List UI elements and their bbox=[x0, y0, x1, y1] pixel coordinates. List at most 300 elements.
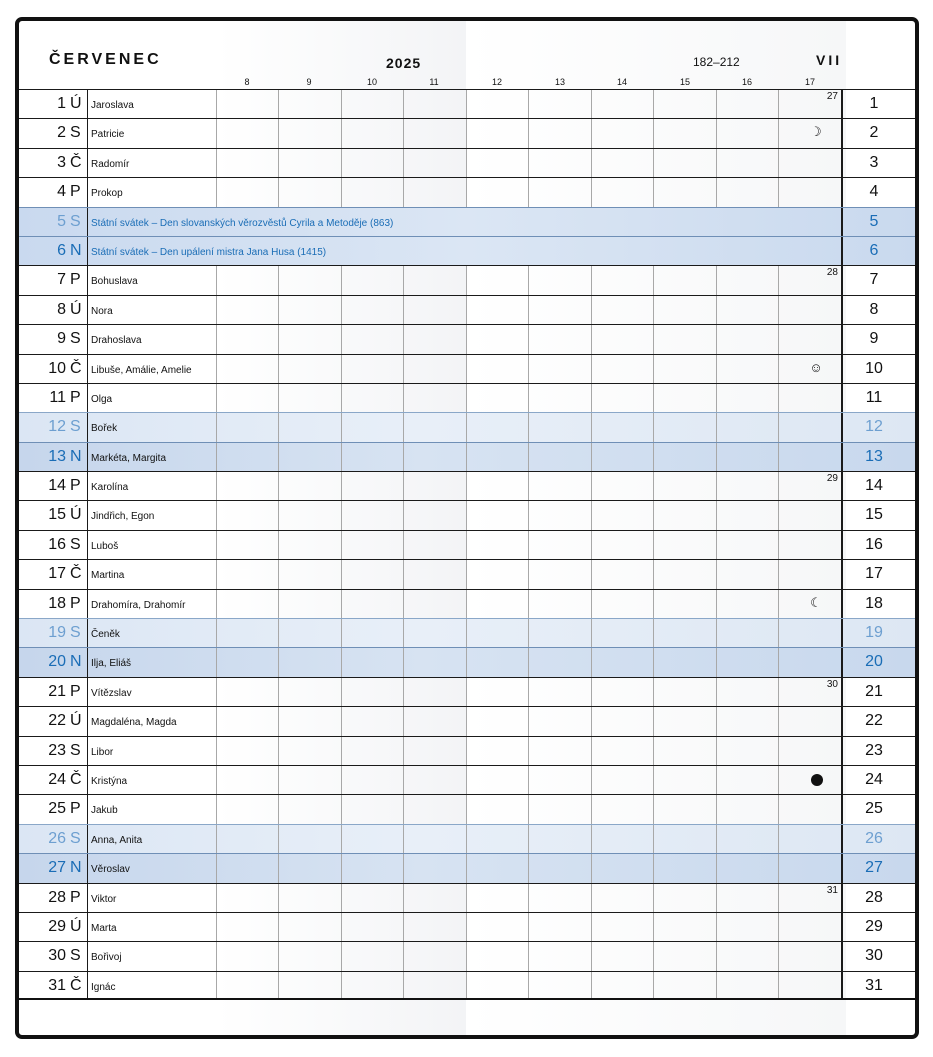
hour-cell-divider bbox=[216, 178, 217, 206]
day-number-right: 19 bbox=[865, 624, 883, 642]
day-row[interactable] bbox=[19, 383, 915, 412]
hour-cell-divider bbox=[403, 942, 404, 970]
column-divider bbox=[87, 972, 88, 998]
hour-cell-divider bbox=[278, 472, 279, 500]
hour-cell-divider bbox=[216, 119, 217, 147]
day-row[interactable] bbox=[19, 295, 915, 324]
column-divider bbox=[87, 619, 88, 647]
hour-cell-divider bbox=[778, 355, 779, 383]
day-number-right: 30 bbox=[865, 947, 883, 965]
hour-cell-divider bbox=[528, 325, 529, 353]
hour-cell-divider bbox=[341, 854, 342, 882]
column-divider bbox=[841, 208, 843, 236]
hour-cell-divider bbox=[716, 325, 717, 353]
name-day: Bohuslava bbox=[91, 276, 138, 288]
hour-cell-divider bbox=[716, 472, 717, 500]
day-row[interactable] bbox=[19, 324, 915, 353]
weekday-letter: P bbox=[70, 594, 81, 612]
day-number: 11 bbox=[49, 388, 66, 406]
hour-cell-divider bbox=[716, 972, 717, 998]
hour-cell-divider bbox=[466, 355, 467, 383]
hour-cell-divider bbox=[403, 560, 404, 588]
day-number: 29 bbox=[48, 917, 66, 935]
hour-cell-divider bbox=[778, 913, 779, 941]
hour-cell-divider bbox=[716, 501, 717, 529]
hour-cell-divider bbox=[341, 737, 342, 765]
hour-cell-divider bbox=[716, 942, 717, 970]
hour-cell-divider bbox=[653, 90, 654, 118]
hour-cell-divider bbox=[778, 384, 779, 412]
day-row[interactable] bbox=[19, 412, 915, 441]
hour-cell-divider bbox=[216, 149, 217, 177]
column-divider bbox=[841, 707, 843, 735]
year-label: 2025 bbox=[386, 55, 422, 71]
hour-cell-divider bbox=[778, 413, 779, 441]
day-row[interactable] bbox=[19, 794, 915, 823]
day-number-right: 1 bbox=[869, 95, 879, 112]
hour-cell-divider bbox=[653, 972, 654, 998]
day-number-right: 21 bbox=[865, 682, 883, 700]
hour-cell-divider bbox=[278, 325, 279, 353]
weekday-letter: S bbox=[70, 330, 81, 348]
day-number-right: 15 bbox=[865, 506, 883, 524]
hour-cell-divider bbox=[716, 90, 717, 118]
hour-cell-divider bbox=[591, 795, 592, 823]
name-day: Ilja, Eliáš bbox=[91, 658, 132, 670]
name-day: Jaroslava bbox=[91, 100, 134, 111]
day-row[interactable] bbox=[19, 941, 915, 970]
column-divider bbox=[841, 90, 843, 118]
hour-cell-divider bbox=[528, 178, 529, 206]
hour-cell-divider bbox=[653, 296, 654, 324]
hour-cell-divider bbox=[653, 501, 654, 529]
hour-cell-divider bbox=[653, 913, 654, 941]
hour-cell-divider bbox=[528, 560, 529, 588]
hour-cell-divider bbox=[716, 795, 717, 823]
hour-cell-divider bbox=[466, 737, 467, 765]
hour-cell-divider bbox=[466, 325, 467, 353]
column-divider bbox=[841, 531, 843, 559]
day-row[interactable] bbox=[19, 912, 915, 941]
hour-cell-divider bbox=[716, 119, 717, 147]
hour-cell-divider bbox=[278, 590, 279, 618]
column-divider bbox=[87, 737, 88, 765]
weekday-letter: P bbox=[70, 682, 81, 700]
hour-cell-divider bbox=[403, 619, 404, 647]
column-divider bbox=[841, 472, 843, 500]
day-row[interactable] bbox=[19, 148, 915, 177]
day-row[interactable] bbox=[19, 471, 915, 500]
hour-cell-divider bbox=[216, 355, 217, 383]
day-number: 6 bbox=[57, 241, 66, 259]
hour-cell-divider bbox=[716, 296, 717, 324]
hour-cell-divider bbox=[778, 560, 779, 588]
holiday-label: Státní svátek – Den upálení mistra Jana Husa (1415) bbox=[91, 246, 327, 258]
hour-label: 16 bbox=[741, 77, 753, 87]
weekday-letter: S bbox=[70, 535, 81, 553]
day-row[interactable] bbox=[19, 736, 915, 765]
hour-cell-divider bbox=[341, 795, 342, 823]
column-divider bbox=[87, 296, 88, 324]
hour-cell-divider bbox=[528, 825, 529, 853]
column-divider bbox=[87, 325, 88, 353]
hour-cell-divider bbox=[653, 443, 654, 471]
name-day: Jindřich, Egon bbox=[91, 511, 155, 523]
hour-cell-divider bbox=[216, 972, 217, 998]
hour-cell-divider bbox=[778, 119, 779, 147]
column-divider bbox=[87, 795, 88, 823]
hour-cell-divider bbox=[403, 90, 404, 118]
hour-cell-divider bbox=[466, 678, 467, 706]
column-divider bbox=[87, 355, 88, 383]
hour-cell-divider bbox=[216, 325, 217, 353]
day-number-right: 5 bbox=[869, 212, 879, 230]
day-number-right: 29 bbox=[865, 917, 883, 935]
hour-cell-divider bbox=[341, 119, 342, 147]
day-row[interactable] bbox=[19, 500, 915, 529]
column-divider bbox=[841, 560, 843, 588]
day-number-right: 2 bbox=[869, 124, 879, 142]
name-day: Martina bbox=[91, 570, 125, 582]
name-day: Jakub bbox=[91, 805, 118, 817]
day-row[interactable] bbox=[19, 89, 915, 118]
hour-cell-divider bbox=[278, 119, 279, 147]
hour-cell-divider bbox=[216, 443, 217, 471]
name-day: Viktor bbox=[91, 893, 117, 905]
hour-cell-divider bbox=[216, 913, 217, 941]
day-row[interactable] bbox=[19, 177, 915, 206]
column-divider bbox=[841, 737, 843, 765]
hour-cell-divider bbox=[466, 296, 467, 324]
name-day: Nora bbox=[91, 305, 113, 317]
day-row[interactable] bbox=[19, 236, 915, 265]
week-number: 28 bbox=[826, 267, 838, 279]
column-divider bbox=[841, 413, 843, 441]
hour-cell-divider bbox=[403, 884, 404, 912]
hour-cell-divider bbox=[716, 590, 717, 618]
hour-cell-divider bbox=[466, 560, 467, 588]
hour-cell-divider bbox=[778, 648, 779, 676]
hour-cell-divider bbox=[278, 648, 279, 676]
hour-cell-divider bbox=[403, 707, 404, 735]
hour-cell-divider bbox=[466, 119, 467, 147]
hour-cell-divider bbox=[778, 501, 779, 529]
hour-cell-divider bbox=[403, 296, 404, 324]
day-number-right: 18 bbox=[865, 594, 883, 612]
day-number-right: 22 bbox=[865, 712, 883, 730]
hour-cell-divider bbox=[591, 825, 592, 853]
weekday-letter: Č bbox=[70, 565, 82, 583]
hour-cell-divider bbox=[278, 913, 279, 941]
column-divider bbox=[841, 678, 843, 706]
weekday-letter: N bbox=[70, 447, 82, 465]
hour-cell-divider bbox=[653, 325, 654, 353]
hour-label: 14 bbox=[616, 77, 628, 87]
day-row[interactable] bbox=[19, 706, 915, 735]
hour-cell-divider bbox=[591, 884, 592, 912]
hour-cell-divider bbox=[216, 825, 217, 853]
weekday-letter: Č bbox=[70, 976, 82, 994]
hour-cell-divider bbox=[278, 413, 279, 441]
hour-cell-divider bbox=[403, 443, 404, 471]
day-number: 22 bbox=[48, 712, 66, 730]
hour-cell-divider bbox=[466, 825, 467, 853]
hour-cell-divider bbox=[528, 884, 529, 912]
week-number: 31 bbox=[826, 884, 838, 896]
weekday-letter: S bbox=[70, 829, 81, 847]
hour-cell-divider bbox=[716, 384, 717, 412]
hour-cell-divider bbox=[716, 413, 717, 441]
name-day: Bořivoj bbox=[91, 952, 122, 964]
day-number: 13 bbox=[48, 447, 66, 465]
day-row[interactable] bbox=[19, 118, 915, 147]
hour-cell-divider bbox=[528, 501, 529, 529]
hour-cell-divider bbox=[466, 178, 467, 206]
hour-cell-divider bbox=[591, 90, 592, 118]
column-divider bbox=[87, 942, 88, 970]
day-row[interactable] bbox=[19, 765, 915, 794]
hour-cell-divider bbox=[216, 90, 217, 118]
name-day: Prokop bbox=[91, 188, 123, 200]
day-number: 10 bbox=[48, 359, 66, 377]
hour-cell-divider bbox=[653, 854, 654, 882]
column-divider bbox=[87, 501, 88, 529]
hour-cell-divider bbox=[591, 707, 592, 735]
column-divider bbox=[841, 178, 843, 206]
weekday-letter: S bbox=[70, 124, 81, 142]
week-number: 29 bbox=[826, 473, 838, 485]
hour-cell-divider bbox=[591, 560, 592, 588]
hour-cell-divider bbox=[591, 531, 592, 559]
day-number: 9 bbox=[57, 330, 66, 348]
hour-cell-divider bbox=[466, 972, 467, 998]
day-row[interactable] bbox=[19, 559, 915, 588]
column-divider bbox=[841, 266, 843, 294]
hour-cell-divider bbox=[216, 296, 217, 324]
hour-cell-divider bbox=[216, 766, 217, 794]
hour-cell-divider bbox=[278, 619, 279, 647]
day-row[interactable] bbox=[19, 618, 915, 647]
hour-cell-divider bbox=[528, 707, 529, 735]
name-day: Patricie bbox=[91, 129, 125, 141]
hour-cell-divider bbox=[653, 737, 654, 765]
hour-cell-divider bbox=[278, 501, 279, 529]
hour-cell-divider bbox=[403, 531, 404, 559]
day-row[interactable] bbox=[19, 265, 915, 294]
weekday-letter: S bbox=[70, 741, 81, 759]
day-row[interactable] bbox=[19, 824, 915, 853]
hour-cell-divider bbox=[466, 531, 467, 559]
day-row[interactable] bbox=[19, 589, 915, 618]
day-number: 17 bbox=[48, 565, 66, 583]
hour-cell-divider bbox=[466, 90, 467, 118]
column-divider bbox=[87, 178, 88, 206]
column-divider bbox=[841, 296, 843, 324]
column-divider bbox=[841, 942, 843, 970]
day-number-right: 17 bbox=[865, 565, 883, 583]
weekday-letter: P bbox=[70, 388, 81, 406]
day-row[interactable] bbox=[19, 883, 915, 912]
hour-cell-divider bbox=[716, 648, 717, 676]
day-number: 2 bbox=[57, 124, 66, 142]
hour-cell-divider bbox=[216, 501, 217, 529]
column-divider bbox=[87, 266, 88, 294]
weekday-letter: Ú bbox=[70, 712, 82, 730]
day-number-right: 13 bbox=[865, 447, 883, 465]
hour-label: 9 bbox=[306, 77, 312, 87]
hour-cell-divider bbox=[278, 707, 279, 735]
week-number: 27 bbox=[826, 91, 838, 102]
day-row[interactable] bbox=[19, 530, 915, 559]
hour-cell-divider bbox=[216, 678, 217, 706]
hour-label: 13 bbox=[554, 77, 566, 87]
column-divider bbox=[87, 913, 88, 941]
hour-cell-divider bbox=[341, 355, 342, 383]
hour-label: 15 bbox=[679, 77, 691, 87]
hour-cell-divider bbox=[653, 119, 654, 147]
hour-cell-divider bbox=[528, 266, 529, 294]
hour-cell-divider bbox=[591, 737, 592, 765]
hour-cell-divider bbox=[403, 648, 404, 676]
hour-cell-divider bbox=[778, 178, 779, 206]
day-number: 31 bbox=[48, 976, 66, 994]
day-number-right: 28 bbox=[865, 888, 883, 906]
hour-cell-divider bbox=[216, 737, 217, 765]
hour-cell-divider bbox=[778, 795, 779, 823]
hour-cell-divider bbox=[278, 266, 279, 294]
hour-cell-divider bbox=[341, 560, 342, 588]
day-number-right: 24 bbox=[865, 770, 883, 788]
hour-cell-divider bbox=[716, 266, 717, 294]
hour-cell-divider bbox=[403, 854, 404, 882]
hour-cell-divider bbox=[716, 854, 717, 882]
hour-cell-divider bbox=[716, 619, 717, 647]
hour-cell-divider bbox=[341, 884, 342, 912]
day-number: 8 bbox=[57, 300, 66, 318]
hour-cell-divider bbox=[466, 766, 467, 794]
hour-cell-divider bbox=[466, 884, 467, 912]
hour-cell-divider bbox=[778, 619, 779, 647]
hour-cell-divider bbox=[216, 384, 217, 412]
hour-cell-divider bbox=[341, 90, 342, 118]
column-divider bbox=[87, 472, 88, 500]
day-number: 28 bbox=[48, 888, 66, 906]
hour-cell-divider bbox=[278, 825, 279, 853]
hour-cell-divider bbox=[591, 942, 592, 970]
hour-cell-divider bbox=[778, 443, 779, 471]
weekday-letter: Č bbox=[70, 153, 82, 171]
hour-cell-divider bbox=[216, 648, 217, 676]
hour-cell-divider bbox=[466, 913, 467, 941]
hour-cell-divider bbox=[653, 472, 654, 500]
weekday-letter: P bbox=[70, 183, 81, 201]
weekday-letter: Ú bbox=[70, 95, 82, 112]
hour-label: 10 bbox=[366, 77, 378, 87]
hour-cell-divider bbox=[528, 795, 529, 823]
name-day: Bořek bbox=[91, 423, 118, 435]
hour-cell-divider bbox=[466, 443, 467, 471]
hour-cell-divider bbox=[466, 472, 467, 500]
column-divider bbox=[87, 590, 88, 618]
day-of-year-range: 182–212 bbox=[693, 55, 740, 69]
weekday-letter: P bbox=[70, 271, 81, 289]
column-divider bbox=[87, 384, 88, 412]
hour-cell-divider bbox=[216, 619, 217, 647]
hour-cell-divider bbox=[278, 90, 279, 118]
day-number: 20 bbox=[48, 653, 66, 671]
hour-label: 17 bbox=[804, 77, 816, 87]
day-number: 18 bbox=[48, 594, 66, 612]
hour-cell-divider bbox=[716, 560, 717, 588]
day-number: 4 bbox=[57, 183, 66, 201]
hour-cell-divider bbox=[528, 443, 529, 471]
hour-cell-divider bbox=[341, 825, 342, 853]
hour-cell-divider bbox=[528, 296, 529, 324]
hour-cell-divider bbox=[341, 972, 342, 998]
column-divider bbox=[87, 531, 88, 559]
name-day: Luboš bbox=[91, 540, 119, 552]
hour-cell-divider bbox=[591, 325, 592, 353]
day-number: 14 bbox=[48, 477, 66, 495]
hour-cell-divider bbox=[403, 825, 404, 853]
hour-cell-divider bbox=[278, 149, 279, 177]
day-row[interactable] bbox=[19, 647, 915, 676]
day-row[interactable] bbox=[19, 853, 915, 882]
day-row[interactable] bbox=[19, 971, 915, 1000]
day-row[interactable] bbox=[19, 354, 915, 383]
first-quarter-moon-icon: ☽ bbox=[810, 124, 822, 140]
day-row[interactable] bbox=[19, 677, 915, 706]
name-day: Radomír bbox=[91, 158, 130, 170]
hour-cell-divider bbox=[466, 619, 467, 647]
hour-cell-divider bbox=[341, 531, 342, 559]
hour-cell-divider bbox=[403, 766, 404, 794]
column-divider bbox=[87, 678, 88, 706]
weekday-letter: S bbox=[70, 212, 81, 230]
hour-cell-divider bbox=[591, 266, 592, 294]
hour-cell-divider bbox=[591, 648, 592, 676]
column-divider bbox=[841, 619, 843, 647]
hour-cell-divider bbox=[403, 972, 404, 998]
hour-cell-divider bbox=[466, 266, 467, 294]
hour-cell-divider bbox=[341, 325, 342, 353]
day-number-right: 27 bbox=[865, 859, 883, 877]
name-day: Magdaléna, Magda bbox=[91, 717, 177, 729]
hour-cell-divider bbox=[778, 854, 779, 882]
hour-cell-divider bbox=[341, 648, 342, 676]
hour-cell-divider bbox=[653, 619, 654, 647]
day-row[interactable] bbox=[19, 442, 915, 471]
hour-cell-divider bbox=[216, 413, 217, 441]
hour-cell-divider bbox=[778, 884, 779, 912]
hour-cell-divider bbox=[278, 766, 279, 794]
hour-cell-divider bbox=[528, 384, 529, 412]
hour-cell-divider bbox=[591, 913, 592, 941]
hour-cell-divider bbox=[216, 854, 217, 882]
hour-cell-divider bbox=[466, 384, 467, 412]
hour-cell-divider bbox=[591, 619, 592, 647]
hour-cell-divider bbox=[216, 531, 217, 559]
day-number: 30 bbox=[48, 947, 66, 965]
hour-cell-divider bbox=[653, 266, 654, 294]
hour-cell-divider bbox=[341, 472, 342, 500]
column-divider bbox=[841, 648, 843, 676]
hour-cell-divider bbox=[716, 178, 717, 206]
hour-cell-divider bbox=[341, 384, 342, 412]
day-row[interactable] bbox=[19, 207, 915, 236]
name-day: Drahomíra, Drahomír bbox=[91, 599, 186, 611]
hour-cell-divider bbox=[716, 531, 717, 559]
